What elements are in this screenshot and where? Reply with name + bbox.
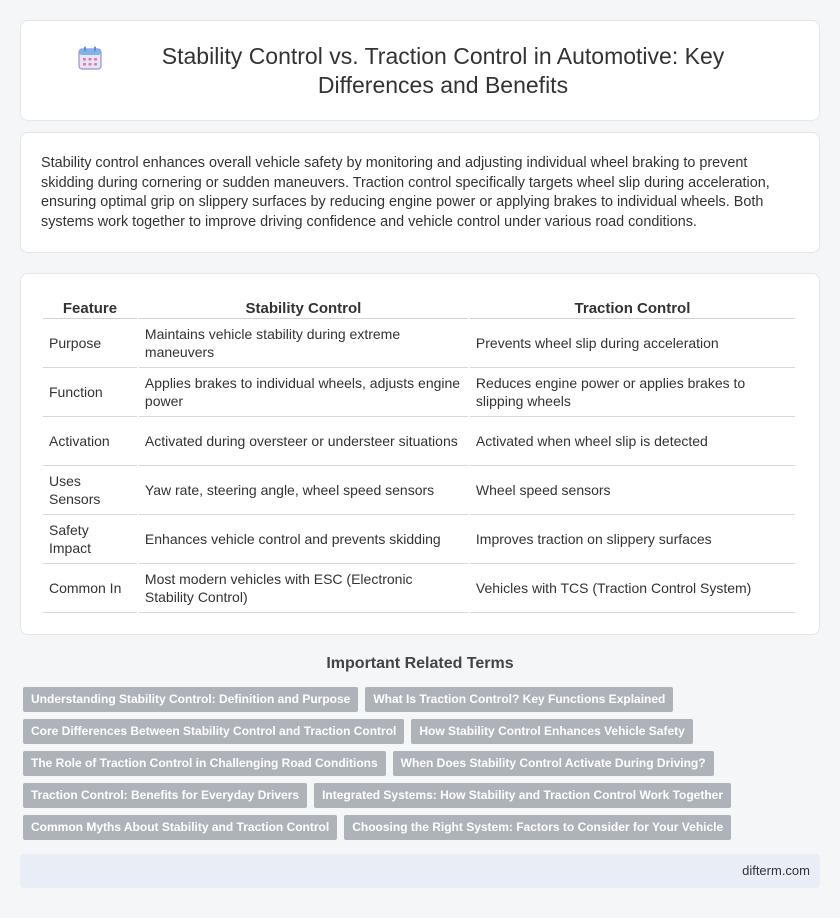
traction-cell: Reduces engine power or applies brakes to slipping wheels — [470, 368, 795, 417]
related-term-link[interactable]: Understanding Stability Control: Definition and Purpose — [23, 687, 358, 712]
related-term-link[interactable]: Integrated Systems: How Stability and Traction Control Work Together — [314, 783, 731, 808]
comparison-table — [41, 292, 797, 613]
feature-cell: Function — [43, 368, 137, 417]
related-term-link[interactable]: The Role of Traction Control in Challenging Road Conditions — [23, 751, 386, 776]
feature-cell: Activation — [43, 417, 137, 466]
related-term-link[interactable]: How Stability Control Enhances Vehicle Safety — [411, 719, 692, 744]
related-terms-list — [23, 687, 823, 847]
stability-cell: Yaw rate, steering angle, wheel speed sensors — [139, 466, 468, 515]
related-term-link[interactable]: Core Differences Between Stability Control and Traction Control — [23, 719, 404, 744]
stability-cell: Most modern vehicles with ESC (Electronic Stability Control) — [139, 564, 468, 613]
traction-cell: Vehicles with TCS (Traction Control System) — [470, 564, 795, 613]
traction-cell: Prevents wheel slip during acceleration — [470, 319, 795, 368]
feature-cell: Common In — [43, 564, 137, 613]
calendar-icon — [77, 45, 103, 71]
related-terms-heading: Important Related Terms — [326, 655, 514, 672]
table-row — [43, 368, 795, 417]
stability-cell: Maintains vehicle stability during extreme maneuvers — [139, 319, 468, 368]
feature-cell: Uses Sensors — [43, 466, 137, 515]
traction-cell: Improves traction on slippery surfaces — [470, 515, 795, 564]
related-term-link[interactable]: Choosing the Right System: Factors to Consider for Your Vehicle — [344, 815, 731, 840]
feature-cell: Safety Impact — [43, 515, 137, 564]
tag-row — [23, 687, 823, 719]
tag-row — [23, 751, 823, 783]
table-header-row — [43, 292, 795, 319]
header-feature: Feature — [43, 292, 137, 319]
traction-cell: Activated when wheel slip is detected — [470, 417, 795, 466]
tag-row — [23, 783, 823, 815]
footer — [20, 854, 820, 888]
header-traction-control: Traction Control — [470, 292, 795, 319]
table-row — [43, 417, 795, 466]
tag-row — [23, 719, 823, 751]
table-row — [43, 515, 795, 564]
related-term-link[interactable]: When Does Stability Control Activate During Driving? — [393, 751, 714, 776]
related-term-link[interactable]: Common Myths About Stability and Traction Control — [23, 815, 337, 840]
table-row — [43, 319, 795, 368]
header-stability-control: Stability Control — [139, 292, 468, 319]
table-row — [43, 564, 795, 613]
related-term-link[interactable]: What Is Traction Control? Key Functions Explained — [365, 687, 673, 712]
stability-cell: Applies brakes to individual wheels, adjusts engine power — [139, 368, 468, 417]
related-term-link[interactable]: Traction Control: Benefits for Everyday Drivers — [23, 783, 307, 808]
traction-cell: Wheel speed sensors — [470, 466, 795, 515]
title-card — [20, 20, 820, 121]
intro-paragraph: Stability control enhances overall vehicle safety by monitoring and adjusting individual wheel braking to prevent skidding during cornering or sudden maneuvers. Traction control specifically targets wheel slip during acceleration, ensuring optimal grip on slippery surfaces by reducing engine power or applying brakes to individual wheels. Both systems work together to improve driving confidence and vehicle control under various road conditions. — [41, 155, 770, 230]
table-row — [43, 466, 795, 515]
stability-cell: Activated during oversteer or understeer situations — [139, 417, 468, 466]
comparison-card — [20, 273, 820, 635]
tag-row — [23, 815, 823, 847]
site-link[interactable]: difterm.com — [742, 863, 810, 878]
feature-cell: Purpose — [43, 319, 137, 368]
stability-cell: Enhances vehicle control and prevents skidding — [139, 515, 468, 564]
page-title: Stability Control vs. Traction Control in Automotive: Key Differences and Benefits — [161, 42, 725, 98]
intro-card — [20, 132, 820, 253]
